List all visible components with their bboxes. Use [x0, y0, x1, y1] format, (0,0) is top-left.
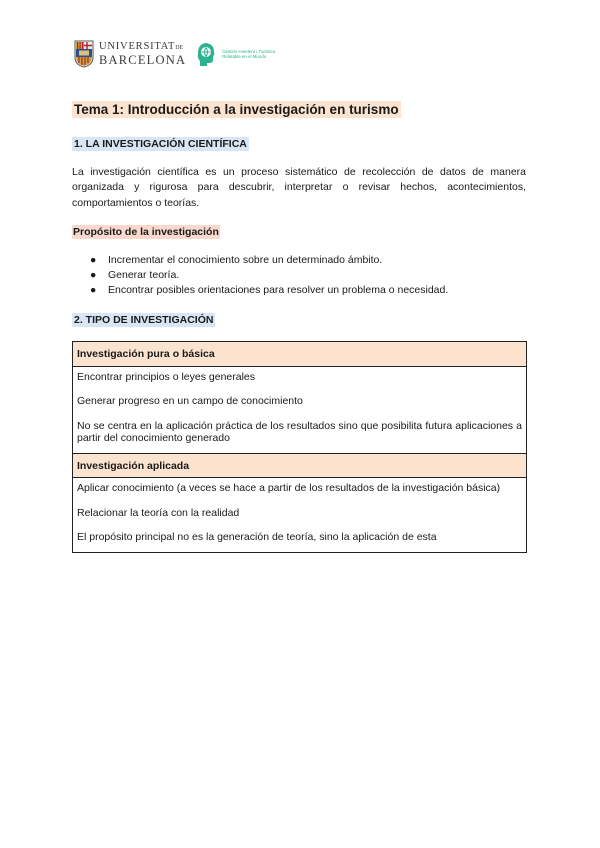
table-row — [73, 503, 527, 528]
table-cell: Generar progreso en un campo de conocimiento — [73, 391, 527, 416]
definition-paragraph: La investigación científica es un proceso sistemático de recolección de datos de manera organizada y rigurosa para descubrir, interpretar o revisar hechos, acontecimientos, comportamientos o teorías. — [72, 166, 526, 209]
list-item: ● Encontrar posibles orientaciones para resolver un problema o necesidad. — [90, 284, 449, 296]
purpose-heading: Propósito de la investigación — [73, 226, 219, 238]
research-types-table — [72, 341, 527, 553]
globe-head-icon — [194, 41, 218, 67]
bullet-icon: ● — [90, 269, 97, 281]
bullet-icon: ● — [90, 284, 97, 296]
table-row — [73, 478, 527, 503]
purpose-list — [90, 253, 448, 298]
table-row — [73, 416, 527, 454]
table-cell: Encontrar principios o leyes generales — [73, 366, 527, 391]
table-row — [73, 453, 527, 478]
page-title: Tema 1: Introducción a la investigación en turismo — [74, 102, 399, 117]
faculty-logo — [194, 41, 278, 67]
table-row — [73, 342, 527, 367]
list-item: ● Incrementar el conocimiento sobre un determinado ámbito. — [90, 254, 383, 266]
table-cell: No se centra en la aplicación práctica de los resultados sino que posibilita futura aplicaciones a partir del conocimiento generado — [73, 416, 527, 454]
header-logos — [74, 38, 278, 70]
faculty-name: Gestión Hotelera i Turística Relatable en el Mundo — [222, 48, 276, 59]
section-heading-research-type: 2. TIPO DE INVESTIGACIÓN — [74, 314, 214, 326]
table-cell: El propósito principal no es la generación de teoría, sino la aplicación de esta — [73, 527, 527, 552]
university-shield-icon — [74, 40, 94, 68]
pure-research-heading: Investigación pura o básica — [73, 342, 527, 367]
bullet-icon: ● — [90, 254, 97, 266]
table-row — [73, 527, 527, 552]
table-row — [73, 391, 527, 416]
table-cell: Aplicar conocimiento (a veces se hace a partir de los resultados de la investigación básica) — [73, 478, 527, 503]
university-name: UNIVERSITATDE BARCELONA — [99, 40, 187, 67]
list-item: ● Generar teoría. — [90, 269, 180, 281]
table-row — [73, 366, 527, 391]
table-cell: Relacionar la teoría con la realidad — [73, 503, 527, 528]
section-heading-scientific-research: 1. LA INVESTIGACIÓN CIENTÍFICA — [74, 138, 247, 150]
applied-research-heading: Investigación aplicada — [73, 453, 527, 478]
